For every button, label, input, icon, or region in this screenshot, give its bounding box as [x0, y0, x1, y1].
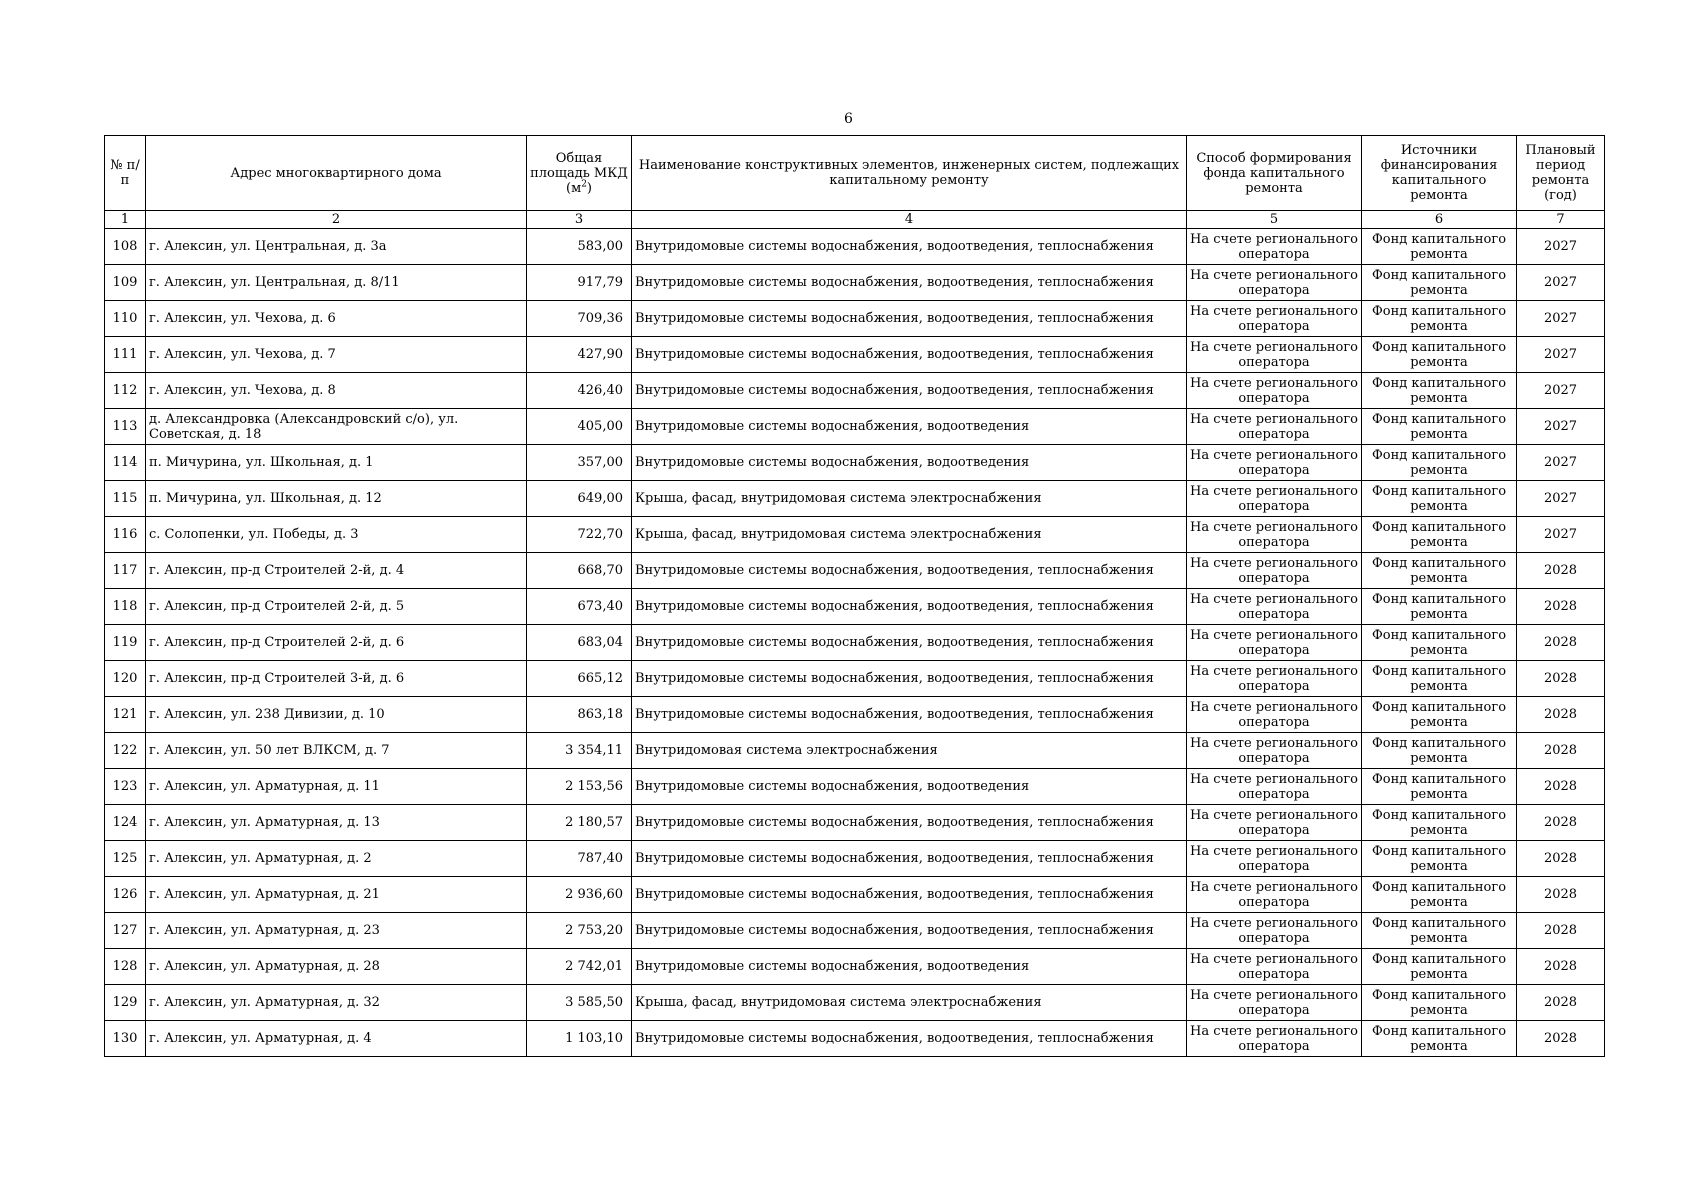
table-row — [105, 661, 1605, 697]
cell-method: На счете регионального оператора — [1187, 1021, 1362, 1057]
cell-source: Фонд капитального ремонта — [1362, 373, 1517, 409]
cell-elements: Крыша, фасад, внутридомовая система электроснабжения — [632, 985, 1187, 1021]
cell-source: Фонд капитального ремонта — [1362, 589, 1517, 625]
cell-address: д. Александровка (Александровский с/о), ул. Советская, д. 18 — [146, 409, 527, 445]
cell-area: 3 354,11 — [527, 733, 632, 769]
cell-method: На счете регионального оператора — [1187, 733, 1362, 769]
cell-num: 123 — [105, 769, 146, 805]
table-row — [105, 1021, 1605, 1057]
cell-year: 2027 — [1517, 445, 1605, 481]
table-body — [105, 229, 1605, 1057]
cell-method: На счете регионального оператора — [1187, 625, 1362, 661]
cell-method: На счете регионального оператора — [1187, 553, 1362, 589]
cell-year: 2028 — [1517, 589, 1605, 625]
cell-address: г. Алексин, ул. Арматурная, д. 28 — [146, 949, 527, 985]
cell-elements: Крыша, фасад, внутридомовая система электроснабжения — [632, 517, 1187, 553]
cell-address: г. Алексин, ул. Арматурная, д. 4 — [146, 1021, 527, 1057]
table-row — [105, 301, 1605, 337]
cell-elements: Внутридомовые системы водоснабжения, водоотведения, теплоснабжения — [632, 337, 1187, 373]
cell-elements: Внутридомовые системы водоснабжения, водоотведения — [632, 769, 1187, 805]
cell-address: г. Алексин, ул. Центральная, д. 8/11 — [146, 265, 527, 301]
table-row — [105, 337, 1605, 373]
header-area — [527, 136, 632, 211]
cell-elements: Внутридомовые системы водоснабжения, водоотведения, теплоснабжения — [632, 553, 1187, 589]
column-number: 7 — [1517, 211, 1605, 229]
cell-area: 357,00 — [527, 445, 632, 481]
cell-method: На счете регионального оператора — [1187, 373, 1362, 409]
column-number: 1 — [105, 211, 146, 229]
cell-year: 2027 — [1517, 373, 1605, 409]
header-source: Источники финансирования капитального ремонта — [1362, 136, 1517, 211]
cell-source: Фонд капитального ремонта — [1362, 265, 1517, 301]
cell-method: На счете регионального оператора — [1187, 913, 1362, 949]
table-row — [105, 697, 1605, 733]
table-row — [105, 769, 1605, 805]
cell-address: г. Алексин, ул. Арматурная, д. 21 — [146, 877, 527, 913]
table-row — [105, 733, 1605, 769]
cell-num: 130 — [105, 1021, 146, 1057]
cell-elements: Внутридомовые системы водоснабжения, водоотведения — [632, 949, 1187, 985]
cell-address: г. Алексин, ул. Чехова, д. 8 — [146, 373, 527, 409]
header-row — [105, 136, 1605, 211]
cell-method: На счете регионального оператора — [1187, 409, 1362, 445]
cell-year: 2028 — [1517, 949, 1605, 985]
cell-num: 125 — [105, 841, 146, 877]
cell-source: Фонд капитального ремонта — [1362, 877, 1517, 913]
cell-year: 2028 — [1517, 769, 1605, 805]
cell-address: с. Солопенки, ул. Победы, д. 3 — [146, 517, 527, 553]
cell-year: 2028 — [1517, 985, 1605, 1021]
cell-source: Фонд капитального ремонта — [1362, 229, 1517, 265]
cell-address: г. Алексин, пр-д Строителей 2-й, д. 5 — [146, 589, 527, 625]
cell-address: г. Алексин, ул. Арматурная, д. 11 — [146, 769, 527, 805]
cell-area: 683,04 — [527, 625, 632, 661]
page-number: 6 — [844, 111, 853, 127]
column-number: 3 — [527, 211, 632, 229]
cell-num: 118 — [105, 589, 146, 625]
table-row — [105, 625, 1605, 661]
cell-address: п. Мичурина, ул. Школьная, д. 12 — [146, 481, 527, 517]
cell-num: 121 — [105, 697, 146, 733]
cell-method: На счете регионального оператора — [1187, 265, 1362, 301]
column-number: 2 — [146, 211, 527, 229]
table-row — [105, 445, 1605, 481]
cell-source: Фонд капитального ремонта — [1362, 733, 1517, 769]
cell-address: г. Алексин, ул. Арматурная, д. 13 — [146, 805, 527, 841]
cell-area: 405,00 — [527, 409, 632, 445]
cell-address: г. Алексин, пр-д Строителей 3-й, д. 6 — [146, 661, 527, 697]
cell-area: 2 753,20 — [527, 913, 632, 949]
cell-method: На счете регионального оператора — [1187, 229, 1362, 265]
cell-year: 2027 — [1517, 409, 1605, 445]
header-elements: Наименование конструктивных элементов, инженерных систем, подлежащих капитальному ремонту — [632, 136, 1187, 211]
table-row — [105, 517, 1605, 553]
cell-address: г. Алексин, ул. 50 лет ВЛКСМ, д. 7 — [146, 733, 527, 769]
cell-num: 122 — [105, 733, 146, 769]
cell-source: Фонд капитального ремонта — [1362, 481, 1517, 517]
cell-source: Фонд капитального ремонта — [1362, 985, 1517, 1021]
cell-num: 114 — [105, 445, 146, 481]
cell-area: 2 936,60 — [527, 877, 632, 913]
cell-year: 2028 — [1517, 913, 1605, 949]
cell-method: На счете регионального оператора — [1187, 445, 1362, 481]
table-row — [105, 265, 1605, 301]
cell-method: На счете регионального оператора — [1187, 481, 1362, 517]
cell-method: На счете регионального оператора — [1187, 697, 1362, 733]
cell-num: 119 — [105, 625, 146, 661]
cell-address: г. Алексин, пр-д Строителей 2-й, д. 6 — [146, 625, 527, 661]
cell-area: 917,79 — [527, 265, 632, 301]
table-row — [105, 589, 1605, 625]
cell-method: На счете регионального оператора — [1187, 877, 1362, 913]
cell-num: 124 — [105, 805, 146, 841]
cell-address: г. Алексин, ул. Чехова, д. 7 — [146, 337, 527, 373]
cell-address: г. Алексин, ул. Арматурная, д. 32 — [146, 985, 527, 1021]
cell-area: 2 180,57 — [527, 805, 632, 841]
header-method: Способ формирования фонда капитального ремонта — [1187, 136, 1362, 211]
column-number: 6 — [1362, 211, 1517, 229]
cell-address: п. Мичурина, ул. Школьная, д. 1 — [146, 445, 527, 481]
cell-area: 1 103,10 — [527, 1021, 632, 1057]
table-row — [105, 877, 1605, 913]
cell-num: 115 — [105, 481, 146, 517]
cell-year: 2027 — [1517, 517, 1605, 553]
cell-address: г. Алексин, ул. 238 Дивизии, д. 10 — [146, 697, 527, 733]
repair-plan-table — [104, 135, 1605, 1057]
cell-elements: Внутридомовые системы водоснабжения, водоотведения, теплоснабжения — [632, 301, 1187, 337]
cell-area: 583,00 — [527, 229, 632, 265]
header-area-close: ) — [586, 180, 592, 196]
cell-source: Фонд капитального ремонта — [1362, 697, 1517, 733]
cell-year: 2027 — [1517, 481, 1605, 517]
cell-area: 709,36 — [527, 301, 632, 337]
cell-num: 112 — [105, 373, 146, 409]
cell-elements: Внутридомовые системы водоснабжения, водоотведения, теплоснабжения — [632, 913, 1187, 949]
cell-address: г. Алексин, ул. Арматурная, д. 2 — [146, 841, 527, 877]
cell-method: На счете регионального оператора — [1187, 589, 1362, 625]
cell-source: Фонд капитального ремонта — [1362, 769, 1517, 805]
cell-num: 110 — [105, 301, 146, 337]
cell-num: 127 — [105, 913, 146, 949]
cell-elements: Внутридомовые системы водоснабжения, водоотведения, теплоснабжения — [632, 661, 1187, 697]
cell-source: Фонд капитального ремонта — [1362, 913, 1517, 949]
cell-elements: Внутридомовые системы водоснабжения, водоотведения, теплоснабжения — [632, 841, 1187, 877]
cell-method: На счете регионального оператора — [1187, 769, 1362, 805]
cell-num: 126 — [105, 877, 146, 913]
table-row — [105, 805, 1605, 841]
header-area-text: Общая площадь МКД (м — [530, 150, 628, 196]
cell-year: 2028 — [1517, 733, 1605, 769]
cell-num: 108 — [105, 229, 146, 265]
cell-method: На счете регионального оператора — [1187, 337, 1362, 373]
cell-address: г. Алексин, ул. Арматурная, д. 23 — [146, 913, 527, 949]
cell-num: 116 — [105, 517, 146, 553]
cell-year: 2028 — [1517, 805, 1605, 841]
cell-year: 2028 — [1517, 841, 1605, 877]
cell-elements: Внутридомовые системы водоснабжения, водоотведения, теплоснабжения — [632, 805, 1187, 841]
cell-address: г. Алексин, ул. Чехова, д. 6 — [146, 301, 527, 337]
cell-area: 668,70 — [527, 553, 632, 589]
cell-source: Фонд капитального ремонта — [1362, 949, 1517, 985]
cell-method: На счете регионального оператора — [1187, 517, 1362, 553]
cell-elements: Внутридомовые системы водоснабжения, водоотведения, теплоснабжения — [632, 265, 1187, 301]
header-num: № п/п — [105, 136, 146, 211]
column-number: 5 — [1187, 211, 1362, 229]
cell-num: 117 — [105, 553, 146, 589]
cell-source: Фонд капитального ремонта — [1362, 337, 1517, 373]
cell-source: Фонд капитального ремонта — [1362, 409, 1517, 445]
header-area-superscript: 2 — [581, 179, 587, 190]
header-period: Плановый период ремонта (год) — [1517, 136, 1605, 211]
table-row — [105, 913, 1605, 949]
table-row — [105, 373, 1605, 409]
table-row — [105, 985, 1605, 1021]
cell-year: 2027 — [1517, 229, 1605, 265]
cell-source: Фонд капитального ремонта — [1362, 625, 1517, 661]
cell-num: 129 — [105, 985, 146, 1021]
cell-year: 2027 — [1517, 337, 1605, 373]
cell-num: 120 — [105, 661, 146, 697]
cell-year: 2027 — [1517, 301, 1605, 337]
cell-num: 128 — [105, 949, 146, 985]
cell-elements: Внутридомовые системы водоснабжения, водоотведения, теплоснабжения — [632, 625, 1187, 661]
cell-elements: Внутридомовые системы водоснабжения, водоотведения, теплоснабжения — [632, 373, 1187, 409]
cell-source: Фонд капитального ремонта — [1362, 661, 1517, 697]
cell-elements: Крыша, фасад, внутридомовая система электроснабжения — [632, 481, 1187, 517]
cell-source: Фонд капитального ремонта — [1362, 553, 1517, 589]
cell-num: 109 — [105, 265, 146, 301]
cell-area: 665,12 — [527, 661, 632, 697]
cell-year: 2028 — [1517, 877, 1605, 913]
column-number-row — [105, 211, 1605, 229]
cell-address: г. Алексин, ул. Центральная, д. 3а — [146, 229, 527, 265]
cell-elements: Внутридомовые системы водоснабжения, водоотведения, теплоснабжения — [632, 877, 1187, 913]
cell-method: На счете регионального оператора — [1187, 301, 1362, 337]
cell-source: Фонд капитального ремонта — [1362, 517, 1517, 553]
cell-area: 427,90 — [527, 337, 632, 373]
cell-year: 2028 — [1517, 697, 1605, 733]
cell-source: Фонд капитального ремонта — [1362, 1021, 1517, 1057]
column-number: 4 — [632, 211, 1187, 229]
cell-elements: Внутридомовые системы водоснабжения, водоотведения — [632, 445, 1187, 481]
cell-elements: Внутридомовая система электроснабжения — [632, 733, 1187, 769]
cell-year: 2028 — [1517, 1021, 1605, 1057]
table-row — [105, 553, 1605, 589]
cell-method: На счете регионального оператора — [1187, 661, 1362, 697]
cell-year: 2027 — [1517, 265, 1605, 301]
table-header — [105, 136, 1605, 229]
cell-address: г. Алексин, пр-д Строителей 2-й, д. 4 — [146, 553, 527, 589]
cell-elements: Внутридомовые системы водоснабжения, водоотведения, теплоснабжения — [632, 1021, 1187, 1057]
cell-area: 2 153,56 — [527, 769, 632, 805]
cell-area: 3 585,50 — [527, 985, 632, 1021]
cell-source: Фонд капитального ремонта — [1362, 841, 1517, 877]
cell-method: На счете регионального оператора — [1187, 805, 1362, 841]
cell-elements: Внутридомовые системы водоснабжения, водоотведения, теплоснабжения — [632, 589, 1187, 625]
cell-area: 2 742,01 — [527, 949, 632, 985]
cell-elements: Внутридомовые системы водоснабжения, водоотведения, теплоснабжения — [632, 229, 1187, 265]
cell-area: 426,40 — [527, 373, 632, 409]
cell-source: Фонд капитального ремонта — [1362, 445, 1517, 481]
cell-area: 649,00 — [527, 481, 632, 517]
cell-method: На счете регионального оператора — [1187, 949, 1362, 985]
cell-elements: Внутридомовые системы водоснабжения, водоотведения — [632, 409, 1187, 445]
header-address: Адрес многоквартирного дома — [146, 136, 527, 211]
cell-area: 787,40 — [527, 841, 632, 877]
table-row — [105, 841, 1605, 877]
table-row — [105, 949, 1605, 985]
cell-num: 113 — [105, 409, 146, 445]
cell-source: Фонд капитального ремонта — [1362, 805, 1517, 841]
cell-num: 111 — [105, 337, 146, 373]
cell-year: 2028 — [1517, 553, 1605, 589]
table-row — [105, 481, 1605, 517]
cell-year: 2028 — [1517, 625, 1605, 661]
cell-area: 722,70 — [527, 517, 632, 553]
cell-area: 863,18 — [527, 697, 632, 733]
cell-area: 673,40 — [527, 589, 632, 625]
cell-year: 2028 — [1517, 661, 1605, 697]
cell-method: На счете регионального оператора — [1187, 985, 1362, 1021]
cell-elements: Внутридомовые системы водоснабжения, водоотведения, теплоснабжения — [632, 697, 1187, 733]
cell-method: На счете регионального оператора — [1187, 841, 1362, 877]
table-row — [105, 229, 1605, 265]
table-row — [105, 409, 1605, 445]
cell-source: Фонд капитального ремонта — [1362, 301, 1517, 337]
